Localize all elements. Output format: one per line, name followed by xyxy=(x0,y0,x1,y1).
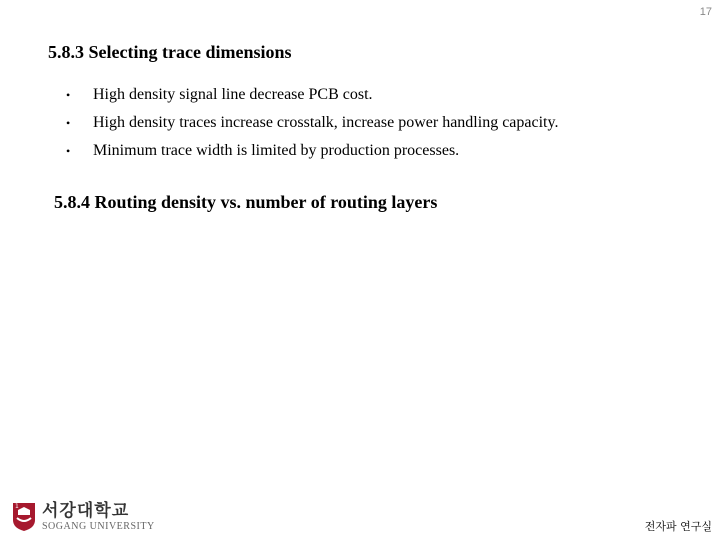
logo-korean-text: 서강대학교 xyxy=(42,500,130,521)
bullet-text: High density traces increase crosstalk, increase power handling capacity. xyxy=(93,114,559,131)
bullet-icon: • xyxy=(66,88,71,102)
bullet-text: High density signal line decrease PCB cost. xyxy=(93,86,373,103)
list-item xyxy=(66,86,558,114)
bullet-icon: • xyxy=(66,144,71,158)
svg-text:1: 1 xyxy=(15,503,19,510)
university-logo xyxy=(12,502,155,532)
lab-name: 전자파 연구실 xyxy=(644,520,712,533)
bullet-text: Minimum trace width is limited by production processes. xyxy=(93,142,460,159)
page-number: 17 xyxy=(699,6,712,18)
list-item xyxy=(66,142,558,170)
logo-english-text: SOGANG UNIVERSITY xyxy=(42,520,155,532)
section-title-routing-density: 5.8.4 Routing density vs. number of routing layers xyxy=(54,192,438,212)
shield-icon xyxy=(12,502,36,532)
list-item xyxy=(66,114,558,142)
bullet-icon: • xyxy=(66,116,71,130)
bullet-list xyxy=(66,86,558,170)
section-title-trace-dimensions: 5.8.3 Selecting trace dimensions xyxy=(48,42,292,62)
